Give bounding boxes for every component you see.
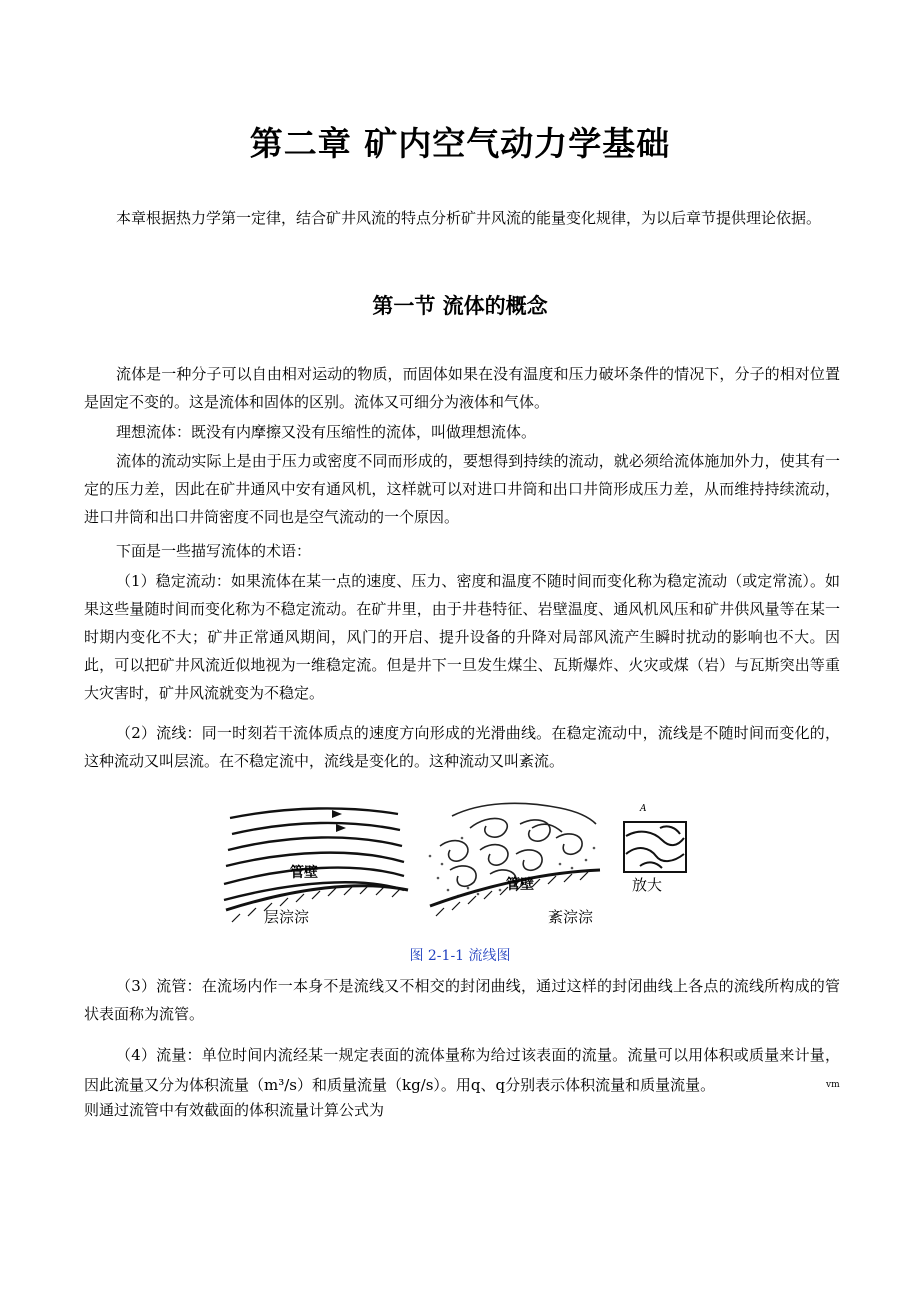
- zoom-label: 放大: [632, 876, 663, 894]
- paragraph-fluid-definition: 流体是一种分子可以自由相对运动的物质，而固体如果在没有温度和压力破坏条件的情况下，分子的相对位置是固定不变的。这是流体和固体的区别。流体又可细分为液体和气体。: [84, 365, 840, 411]
- subscript-vm: vm: [826, 1080, 840, 1090]
- paragraph-flow-rate: （4）流量：单位时间内流经某一规定表面的流体量称为给过该表面的流量。流量可以用体积或质量来计量，因此流量又分为体积流量（m³/s）和质量流量（kg/s）。用q、q分别表示体积流量和质量流量。: [84, 1046, 840, 1094]
- paragraph-ideal-fluid: 理想流体：既没有内摩擦又没有压缩性的流体，叫做理想流体。: [116, 423, 537, 441]
- paragraph-formula-intro: 则通过流管中有效截面的体积流量计算公式为: [84, 1101, 385, 1119]
- paragraph-stream-tube: （3）流管：在流场内作一本身不是流线又不相交的封闭曲线，通过这样的封闭曲线上各点的流线所构成的管状表面称为流管。: [84, 977, 840, 1023]
- laminar-wall-label: 管壁: [290, 865, 318, 881]
- intro-paragraph: 本章根据热力学第一定律，结合矿井风流的特点分析矿井风流的能量变化规律，为以后章节提供理论依据。: [116, 209, 822, 227]
- figure-caption: 图 2-1-1 流线图: [409, 948, 511, 964]
- paragraph-flow-cause: 流体的流动实际上是由于压力或密度不同而形成的，要想得到持续的流动，就必须给流体施加外力，使其有一定的压力差，因此在矿井通风中安有通风机，这样就可以对进口井筒和出口井筒形成压力差，从而维持持续流动，进口井筒和出口井筒密度不同也是空气流动的一个原因。: [84, 452, 840, 526]
- streamline-figure: [0, 798, 920, 968]
- turbulent-wall-label: 管壁: [506, 877, 534, 893]
- zoom-marker-label: A: [640, 804, 647, 814]
- section-title: 第一节 流体的概念: [372, 294, 548, 318]
- paragraph-terms-intro: 下面是一些描写流体的术语：: [116, 542, 312, 560]
- laminar-caption: 层淙淙: [264, 908, 310, 926]
- magnified-eddies: [626, 826, 684, 868]
- paragraph-streamline: （2）流线：同一时刻若干流体质点的速度方向形成的光滑曲线。在稳定流动中，流线是不随时间而变化的，这种流动又叫层流。在不稳定流中，流线是变化的。这种流动又叫紊流。: [84, 724, 840, 770]
- streamline-diagram: [0, 798, 920, 968]
- chapter-title: 第二章 矿内空气动力学基础: [249, 124, 671, 163]
- turbulent-caption: 紊淙淙: [548, 908, 594, 926]
- paragraph-steady-flow: （1）稳定流动：如果流体在某一点的速度、压力、密度和温度不随时间而变化称为稳定流动（或定常流）。如果这些量随时间而变化称为不稳定流动。在矿井里，由于井巷特征、岩壁温度、通风机风压和矿井供风量等在某一时期内变化不大；矿井正常通风期间，风门的开启、提升设备的升降对局部风流产生瞬时扰动的影响也不大。因此，可以把矿井风流近似地视为一维稳定流。但是井下一旦发生煤尘、瓦斯爆炸、火灾或煤（岩）与瓦斯突出等重大灾害时，矿井风流就变为不稳定。: [84, 572, 840, 702]
